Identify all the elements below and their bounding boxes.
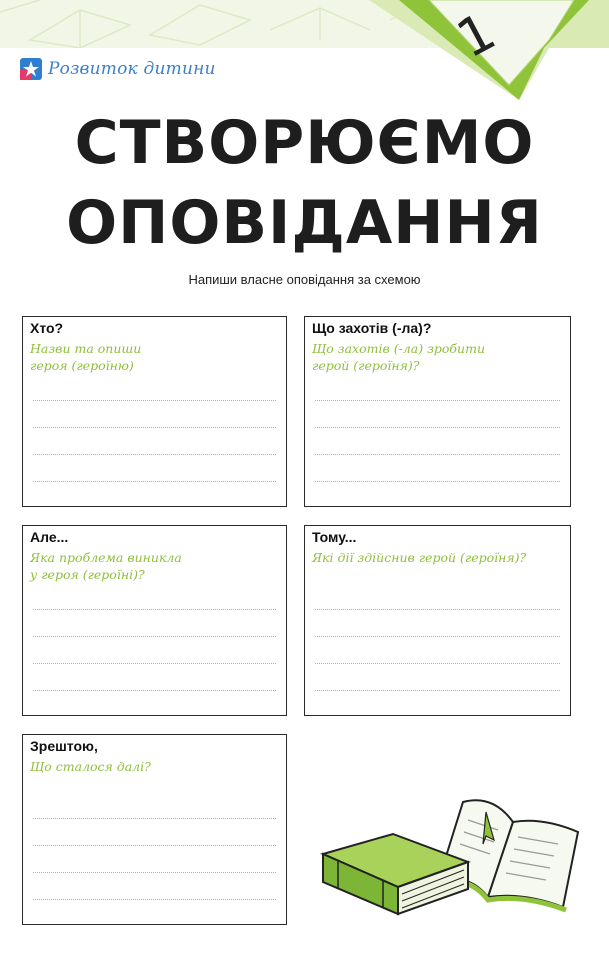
writing-line[interactable] xyxy=(315,400,560,401)
writing-line[interactable] xyxy=(33,481,276,482)
box-who-hint-line-2: героя (героїню) xyxy=(30,358,134,373)
logo-star-icon xyxy=(20,58,42,80)
writing-line[interactable] xyxy=(33,818,276,819)
box-want-hint xyxy=(312,340,485,374)
writing-line[interactable] xyxy=(33,609,276,610)
writing-line[interactable] xyxy=(315,427,560,428)
writing-line[interactable] xyxy=(315,609,560,610)
box-but-heading: Але... xyxy=(30,529,69,545)
writing-line[interactable] xyxy=(315,481,560,482)
writing-line[interactable] xyxy=(33,636,276,637)
box-finally-hint xyxy=(30,758,151,775)
writing-line[interactable] xyxy=(315,690,560,691)
writing-line[interactable] xyxy=(315,454,560,455)
books-illustration xyxy=(318,792,593,922)
box-who-heading: Хто? xyxy=(30,320,64,336)
page-title-line-1: СТВОРЮЄМО xyxy=(74,108,535,178)
box-who-hint-line-1: Назви та опиши xyxy=(30,341,142,356)
page-subtitle: Напиши власне оповідання за схемою xyxy=(188,272,421,287)
box-who xyxy=(22,316,287,507)
box-want-heading: Що захотів (-ла)? xyxy=(312,320,432,336)
writing-line[interactable] xyxy=(33,872,276,873)
box-but-hint-line-1: Яка проблема виникла xyxy=(30,550,182,565)
writing-line[interactable] xyxy=(33,899,276,900)
box-finally-heading: Зрештою, xyxy=(30,738,98,754)
box-so-hint xyxy=(312,549,526,566)
writing-line[interactable] xyxy=(33,845,276,846)
box-but-hint-line-2: у героя (героїні)? xyxy=(30,567,145,582)
box-but xyxy=(22,525,287,716)
closed-book-icon xyxy=(323,834,468,914)
box-want-hint-line-1: Що захотів (-ла) зробити xyxy=(312,341,485,356)
box-but-hint xyxy=(30,549,182,583)
writing-line[interactable] xyxy=(315,663,560,664)
box-so-heading: Тому... xyxy=(312,529,357,545)
writing-line[interactable] xyxy=(33,663,276,664)
box-so-hint-line-1: Які дії здійснив герой (героїня)? xyxy=(312,550,527,565)
box-so xyxy=(304,525,571,716)
writing-line[interactable] xyxy=(315,636,560,637)
page-number: 1 xyxy=(447,1,506,71)
box-want xyxy=(304,316,571,507)
brand-name: Розвиток дитини xyxy=(48,59,216,79)
page-title-line-2: ОПОВІДАННЯ xyxy=(66,188,543,258)
writing-line[interactable] xyxy=(33,690,276,691)
writing-line[interactable] xyxy=(33,454,276,455)
writing-line[interactable] xyxy=(33,400,276,401)
box-want-hint-line-2: герой (героїня)? xyxy=(312,358,420,373)
box-finally xyxy=(22,734,287,925)
box-who-hint xyxy=(30,340,141,374)
writing-line[interactable] xyxy=(33,427,276,428)
box-finally-hint-line-1: Що сталося далі? xyxy=(30,759,151,774)
brand-logo xyxy=(20,58,216,80)
